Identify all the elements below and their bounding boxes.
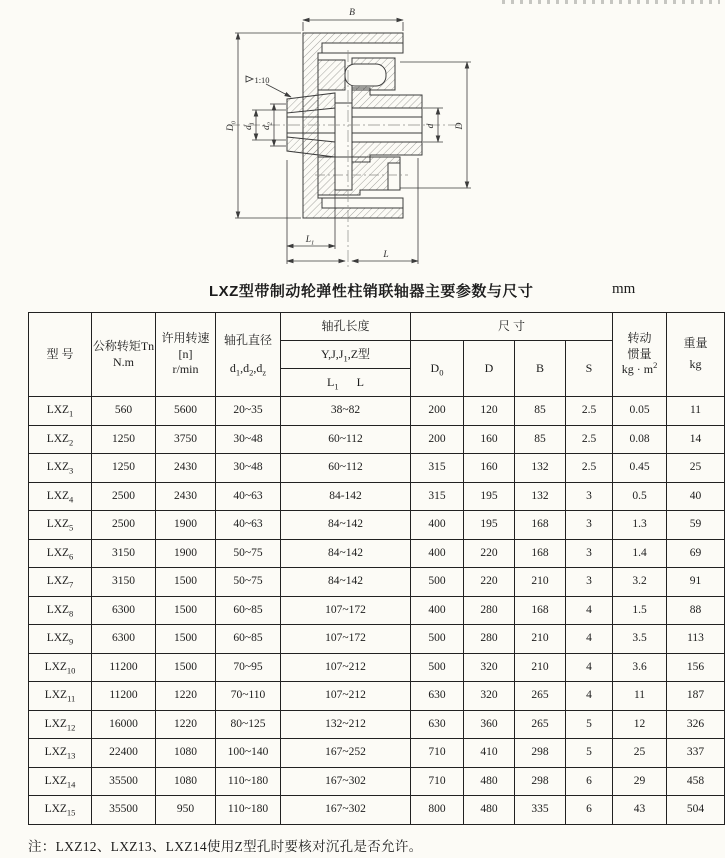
lower-step-notch <box>388 163 400 190</box>
cell-model: $LXZ_5$ <box>29 511 92 540</box>
cell-bore-dia: 30~48 <box>216 425 281 454</box>
table-row <box>29 568 725 597</box>
pin-block <box>335 103 352 157</box>
cell-D0: 200 <box>411 397 464 426</box>
cell-bore-len: 60~112 <box>281 454 411 483</box>
cell-bore-len: 38~82 <box>281 397 411 426</box>
cell-speed: 5600 <box>156 397 216 426</box>
cell-torque: 2500 <box>92 511 156 540</box>
cell-torque: 2500 <box>92 482 156 511</box>
cell-inertia: 0.05 <box>613 397 667 426</box>
cell-inertia: 1.3 <box>613 511 667 540</box>
cell-D0: 710 <box>411 767 464 796</box>
cell-torque: 3150 <box>92 568 156 597</box>
table-row <box>29 710 725 739</box>
header-bore-length-types: $Y,J,J_1,Z$型 <box>281 341 411 369</box>
cell-speed: 1900 <box>156 511 216 540</box>
cell-bore-dia: 100~140 <box>216 739 281 768</box>
dim-label-d: d <box>426 123 436 129</box>
cell-D: 320 <box>464 682 515 711</box>
cell-bore-len: 167~252 <box>281 739 411 768</box>
elastic-pin <box>345 64 386 86</box>
cell-D: 195 <box>464 511 515 540</box>
cell-weight: 59 <box>667 511 725 540</box>
cell-torque: 560 <box>92 397 156 426</box>
cell-weight: 504 <box>667 796 725 825</box>
dim-label-d2: $d_2$ <box>262 122 274 130</box>
cell-speed: 1080 <box>156 739 216 768</box>
cell-D0: 710 <box>411 739 464 768</box>
cell-inertia: 3.5 <box>613 625 667 654</box>
cell-B: 298 <box>515 739 566 768</box>
cell-D: 220 <box>464 539 515 568</box>
cell-model: $LXZ_2$ <box>29 425 92 454</box>
cell-speed: 1500 <box>156 596 216 625</box>
cell-S: 2.5 <box>566 454 613 483</box>
header-dim-D0: $D_0$ <box>411 341 464 397</box>
cell-S: 3 <box>566 482 613 511</box>
cell-bore-dia: 50~75 <box>216 568 281 597</box>
cell-D: 160 <box>464 425 515 454</box>
cell-S: 3 <box>566 568 613 597</box>
cell-D0: 315 <box>411 482 464 511</box>
cell-D: 280 <box>464 596 515 625</box>
cell-S: 4 <box>566 653 613 682</box>
cell-B: 85 <box>515 425 566 454</box>
table-row <box>29 739 725 768</box>
cell-B: 168 <box>515 539 566 568</box>
cell-weight: 113 <box>667 625 725 654</box>
cell-model: $LXZ_4$ <box>29 482 92 511</box>
header-inertia: 转动 惯量 kg · $m^2$ <box>613 313 667 397</box>
cell-weight: 458 <box>667 767 725 796</box>
cell-bore-len: 84~142 <box>281 568 411 597</box>
cell-torque: 11200 <box>92 653 156 682</box>
cell-B: 168 <box>515 511 566 540</box>
cell-bore-dia: 110~180 <box>216 796 281 825</box>
cell-bore-dia: 60~85 <box>216 596 281 625</box>
cell-model: $LXZ_{10}$ <box>29 653 92 682</box>
left-flange-upper <box>318 60 345 90</box>
cell-bore-len: 107~172 <box>281 625 411 654</box>
parameters-table <box>28 312 725 825</box>
cell-speed: 1900 <box>156 539 216 568</box>
cell-bore-len: 84-142 <box>281 482 411 511</box>
cell-speed: 2430 <box>156 482 216 511</box>
cell-S: 3 <box>566 511 613 540</box>
dim-label-L: L <box>383 250 389 260</box>
left-hub-lower <box>287 137 335 157</box>
cell-D: 480 <box>464 767 515 796</box>
cell-bore-len: 167~302 <box>281 767 411 796</box>
cell-bore-dia: 20~35 <box>216 397 281 426</box>
cell-bore-dia: 80~125 <box>216 710 281 739</box>
cell-B: 85 <box>515 397 566 426</box>
cell-inertia: 0.45 <box>613 454 667 483</box>
cell-model: $LXZ_{15}$ <box>29 796 92 825</box>
cell-S: 5 <box>566 739 613 768</box>
cell-inertia: 3.6 <box>613 653 667 682</box>
cell-bore-dia: 40~63 <box>216 511 281 540</box>
cell-B: 265 <box>515 682 566 711</box>
table-row <box>29 767 725 796</box>
cell-D: 220 <box>464 568 515 597</box>
dim-label-d1: $d_1$ <box>244 122 256 130</box>
header-model: 型 号 <box>29 313 92 397</box>
cell-speed: 1220 <box>156 682 216 711</box>
cell-inertia: 1.4 <box>613 539 667 568</box>
header-bore-length-L1-L: $L_1$ L <box>281 369 411 397</box>
cell-model: $LXZ_9$ <box>29 625 92 654</box>
table-row <box>29 511 725 540</box>
cell-torque: 22400 <box>92 739 156 768</box>
cell-D0: 400 <box>411 596 464 625</box>
header-dim-D: D <box>464 341 515 397</box>
cell-inertia: 0.5 <box>613 482 667 511</box>
cell-D: 160 <box>464 454 515 483</box>
header-dim-S: S <box>566 341 613 397</box>
cell-D0: 630 <box>411 710 464 739</box>
page-title: LXZ型带制动轮弹性柱销联轴器主要参数与尺寸 <box>209 283 534 300</box>
cell-D0: 400 <box>411 539 464 568</box>
coupling-geometry <box>287 33 422 218</box>
table-row <box>29 653 725 682</box>
header-bore-diameter: 轴孔直径 $d_1,d_2,d_z$ <box>216 313 281 397</box>
cell-bore-len: 132~212 <box>281 710 411 739</box>
cell-model: $LXZ_6$ <box>29 539 92 568</box>
left-hub-upper <box>287 93 335 113</box>
table-row <box>29 539 725 568</box>
cell-bore-len: 84~142 <box>281 511 411 540</box>
header-bore-length: 轴孔长度 <box>281 313 411 341</box>
cell-speed: 950 <box>156 796 216 825</box>
cell-S: 6 <box>566 767 613 796</box>
cell-D0: 315 <box>411 454 464 483</box>
taper-label: 1:10 <box>254 75 270 85</box>
cell-D: 480 <box>464 796 515 825</box>
cell-bore-dia: 40~63 <box>216 482 281 511</box>
cell-weight: 14 <box>667 425 725 454</box>
cell-D: 280 <box>464 625 515 654</box>
cell-model: $LXZ_{11}$ <box>29 682 92 711</box>
brake-wheel-rim-step-top <box>322 43 403 53</box>
cell-speed: 1500 <box>156 625 216 654</box>
cell-torque: 6300 <box>92 625 156 654</box>
header-dimensions: 尺 寸 <box>411 313 613 341</box>
cell-weight: 156 <box>667 653 725 682</box>
cell-B: 210 <box>515 625 566 654</box>
cell-torque: 1250 <box>92 454 156 483</box>
cell-bore-len: 60~112 <box>281 425 411 454</box>
cell-model: $LXZ_{14}$ <box>29 767 92 796</box>
cell-inertia: 43 <box>613 796 667 825</box>
table-row <box>29 625 725 654</box>
cell-D0: 500 <box>411 568 464 597</box>
table-body <box>29 397 725 825</box>
cell-weight: 40 <box>667 482 725 511</box>
header-torque: 公称转矩Tn N.m <box>92 313 156 397</box>
cell-weight: 337 <box>667 739 725 768</box>
dim-label-L1: $L_1$ <box>305 235 315 247</box>
cell-bore-dia: 60~85 <box>216 625 281 654</box>
cell-speed: 1500 <box>156 653 216 682</box>
dim-label-D: D <box>455 122 465 130</box>
cell-inertia: 11 <box>613 682 667 711</box>
table-row <box>29 397 725 426</box>
cell-S: 4 <box>566 682 613 711</box>
cell-bore-len: 167~302 <box>281 796 411 825</box>
cell-D0: 800 <box>411 796 464 825</box>
cell-B: 335 <box>515 796 566 825</box>
cell-speed: 1080 <box>156 767 216 796</box>
cell-torque: 35500 <box>92 767 156 796</box>
cell-model: $LXZ_7$ <box>29 568 92 597</box>
unit-label: mm <box>612 281 636 297</box>
cell-D: 410 <box>464 739 515 768</box>
cell-bore-dia: 50~75 <box>216 539 281 568</box>
pin-block-lower <box>335 157 352 190</box>
cell-weight: 11 <box>667 397 725 426</box>
cell-S: 4 <box>566 596 613 625</box>
cell-speed: 3750 <box>156 425 216 454</box>
cell-weight: 25 <box>667 454 725 483</box>
cell-weight: 69 <box>667 539 725 568</box>
cell-D0: 500 <box>411 653 464 682</box>
table-row <box>29 425 725 454</box>
cell-S: 6 <box>566 796 613 825</box>
cell-bore-dia: 110~180 <box>216 767 281 796</box>
cell-weight: 326 <box>667 710 725 739</box>
cell-bore-len: 107~172 <box>281 596 411 625</box>
cell-model: $LXZ_3$ <box>29 454 92 483</box>
table-row <box>29 796 725 825</box>
cell-model: $LXZ_1$ <box>29 397 92 426</box>
table-row <box>29 682 725 711</box>
cell-inertia: 29 <box>613 767 667 796</box>
cell-inertia: 25 <box>613 739 667 768</box>
table-row <box>29 454 725 483</box>
right-hub-upper <box>352 88 422 108</box>
cell-B: 210 <box>515 653 566 682</box>
cell-B: 210 <box>515 568 566 597</box>
cell-torque: 6300 <box>92 596 156 625</box>
cell-inertia: 0.08 <box>613 425 667 454</box>
cell-D: 120 <box>464 397 515 426</box>
cell-S: 2.5 <box>566 425 613 454</box>
dim-label-B: B <box>349 8 355 18</box>
footnote: 注：LXZ12、LXZ13、LXZ14使用Z型孔时要核对沉孔是否允许。 <box>28 839 423 854</box>
cell-speed: 1500 <box>156 568 216 597</box>
cell-D0: 200 <box>411 425 464 454</box>
cell-B: 298 <box>515 767 566 796</box>
brake-wheel-rim-step-bottom <box>322 198 403 208</box>
cell-D: 195 <box>464 482 515 511</box>
cell-bore-len: 107~212 <box>281 682 411 711</box>
cell-bore-dia: 70~110 <box>216 682 281 711</box>
table-row <box>29 596 725 625</box>
cell-D: 320 <box>464 653 515 682</box>
cell-speed: 1220 <box>156 710 216 739</box>
cell-B: 265 <box>515 710 566 739</box>
cell-B: 168 <box>515 596 566 625</box>
coupling-drawing-svg <box>212 0 564 278</box>
cell-torque: 16000 <box>92 710 156 739</box>
cell-D0: 500 <box>411 625 464 654</box>
cell-D0: 630 <box>411 682 464 711</box>
cell-inertia: 12 <box>613 710 667 739</box>
cell-bore-dia: 70~95 <box>216 653 281 682</box>
coupling-section-drawing <box>212 0 564 278</box>
cell-torque: 35500 <box>92 796 156 825</box>
cell-S: 4 <box>566 625 613 654</box>
header-dim-B: B <box>515 341 566 397</box>
taper-symbol-icon <box>246 76 253 82</box>
cell-weight: 91 <box>667 568 725 597</box>
cell-D0: 400 <box>411 511 464 540</box>
cell-model: $LXZ_{13}$ <box>29 739 92 768</box>
cell-model: $LXZ_8$ <box>29 596 92 625</box>
cell-torque: 1250 <box>92 425 156 454</box>
header-speed: 许用转速 [n] r/min <box>156 313 216 397</box>
table-row <box>29 482 725 511</box>
cell-bore-dia: 30~48 <box>216 454 281 483</box>
cell-torque: 3150 <box>92 539 156 568</box>
cell-D: 360 <box>464 710 515 739</box>
header-weight: 重量 kg <box>667 313 725 397</box>
cell-weight: 187 <box>667 682 725 711</box>
table-header <box>29 313 725 397</box>
cell-S: 2.5 <box>566 397 613 426</box>
cell-S: 5 <box>566 710 613 739</box>
cell-model: $LXZ_{12}$ <box>29 710 92 739</box>
dim-label-D0: $D_0$ <box>226 120 238 132</box>
cell-speed: 2430 <box>156 454 216 483</box>
cell-B: 132 <box>515 482 566 511</box>
cell-inertia: 3.2 <box>613 568 667 597</box>
cell-torque: 11200 <box>92 682 156 711</box>
cell-inertia: 1.5 <box>613 596 667 625</box>
cell-S: 3 <box>566 539 613 568</box>
cell-bore-len: 107~212 <box>281 653 411 682</box>
cell-weight: 88 <box>667 596 725 625</box>
cell-B: 132 <box>515 454 566 483</box>
cell-bore-len: 84~142 <box>281 539 411 568</box>
